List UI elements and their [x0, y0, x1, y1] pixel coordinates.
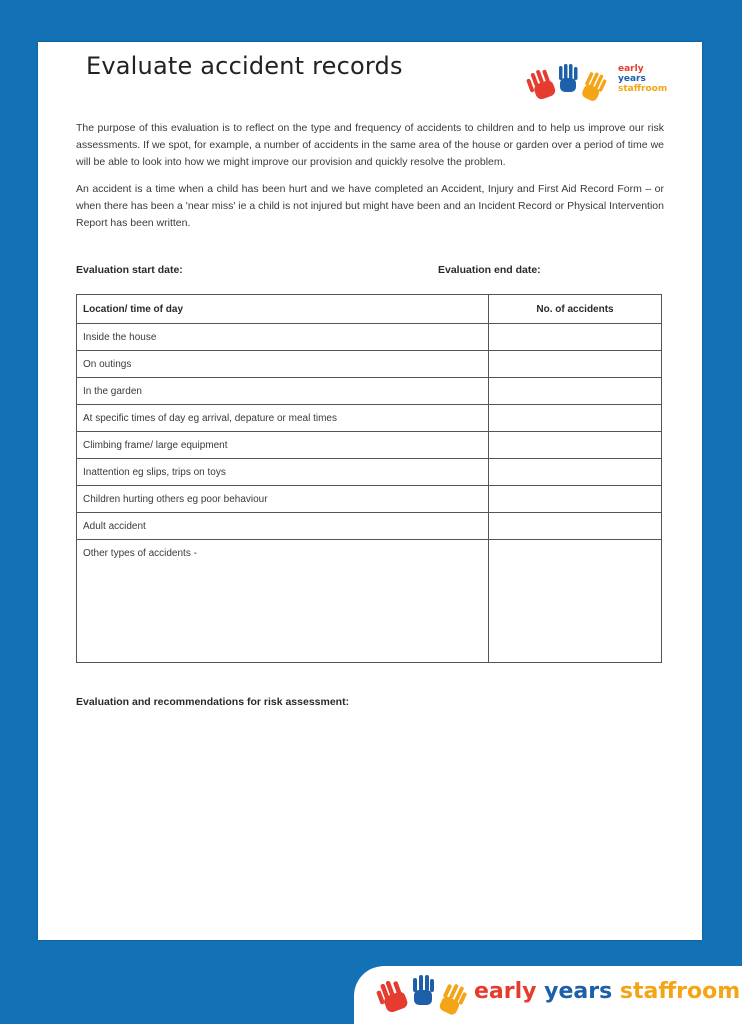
count-cell[interactable] [489, 540, 662, 663]
brand-wordmark [474, 979, 740, 1004]
count-cell[interactable] [489, 351, 662, 378]
header-count: No. of accidents [489, 295, 662, 324]
count-cell[interactable] [489, 405, 662, 432]
definition-paragraph: An accident is a time when a child has been hurt and we have completed an Accident, Injury and First Aid Record Form – or when there has been a 'near miss' ie a child is not injured but might have been and an Incident Record or Physical Intervention Report has been written. [76, 183, 664, 229]
accident-table [76, 294, 662, 663]
table-row [77, 324, 662, 351]
row-label: In the garden [77, 378, 489, 405]
logo-word-years: years [618, 74, 646, 84]
table-row [77, 513, 662, 540]
count-cell[interactable] [489, 513, 662, 540]
table-header-row [77, 295, 662, 324]
count-cell[interactable] [489, 378, 662, 405]
brand-footer [354, 966, 742, 1024]
evaluation-label: Evaluation and recommendations for risk assessment: [76, 696, 350, 708]
table-row [77, 351, 662, 378]
intro-paragraph: The purpose of this evaluation is to reflect on the type and frequency of accidents to children and to help us improve our risk assessments. If we spot, for example, a number of accidents in the same area of the house or garden over a period of time we will be able to look into how we might improve our provision and quickly resolve the problem. [76, 122, 664, 168]
row-label: Inside the house [77, 324, 489, 351]
row-label: Adult accident [77, 513, 489, 540]
row-label: Climbing frame/ large equipment [77, 432, 489, 459]
table-row [77, 405, 662, 432]
brand-word-years: years [544, 979, 613, 1004]
start-date-label: Evaluation start date: [76, 264, 183, 276]
page-title: Evaluate accident records [86, 52, 403, 80]
logo-top [522, 62, 672, 106]
brand-word-staffroom: staffroom [619, 979, 741, 1004]
row-label: Children hurting others eg poor behaviour [77, 486, 489, 513]
count-cell[interactable] [489, 459, 662, 486]
logo-wordmark [618, 64, 667, 94]
hands-logo-icon [372, 974, 472, 1018]
header-location: Location/ time of day [77, 295, 489, 324]
logo-word-staffroom: staffroom [618, 84, 668, 94]
hands-logo-icon [522, 62, 612, 106]
brand-word-early: early [474, 979, 537, 1004]
count-cell[interactable] [489, 432, 662, 459]
count-cell[interactable] [489, 486, 662, 513]
document-page [38, 42, 702, 940]
row-label: At specific times of day eg arrival, depature or meal times [77, 405, 489, 432]
logo-word-early: early [618, 64, 644, 74]
table-row [77, 378, 662, 405]
table-row [77, 486, 662, 513]
row-label[interactable]: Other types of accidents - [77, 540, 489, 663]
row-label: Inattention eg slips, trips on toys [77, 459, 489, 486]
row-label: On outings [77, 351, 489, 378]
count-cell[interactable] [489, 324, 662, 351]
table-row [77, 459, 662, 486]
table-row-other [77, 540, 662, 663]
table-row [77, 432, 662, 459]
end-date-label: Evaluation end date: [438, 264, 541, 276]
